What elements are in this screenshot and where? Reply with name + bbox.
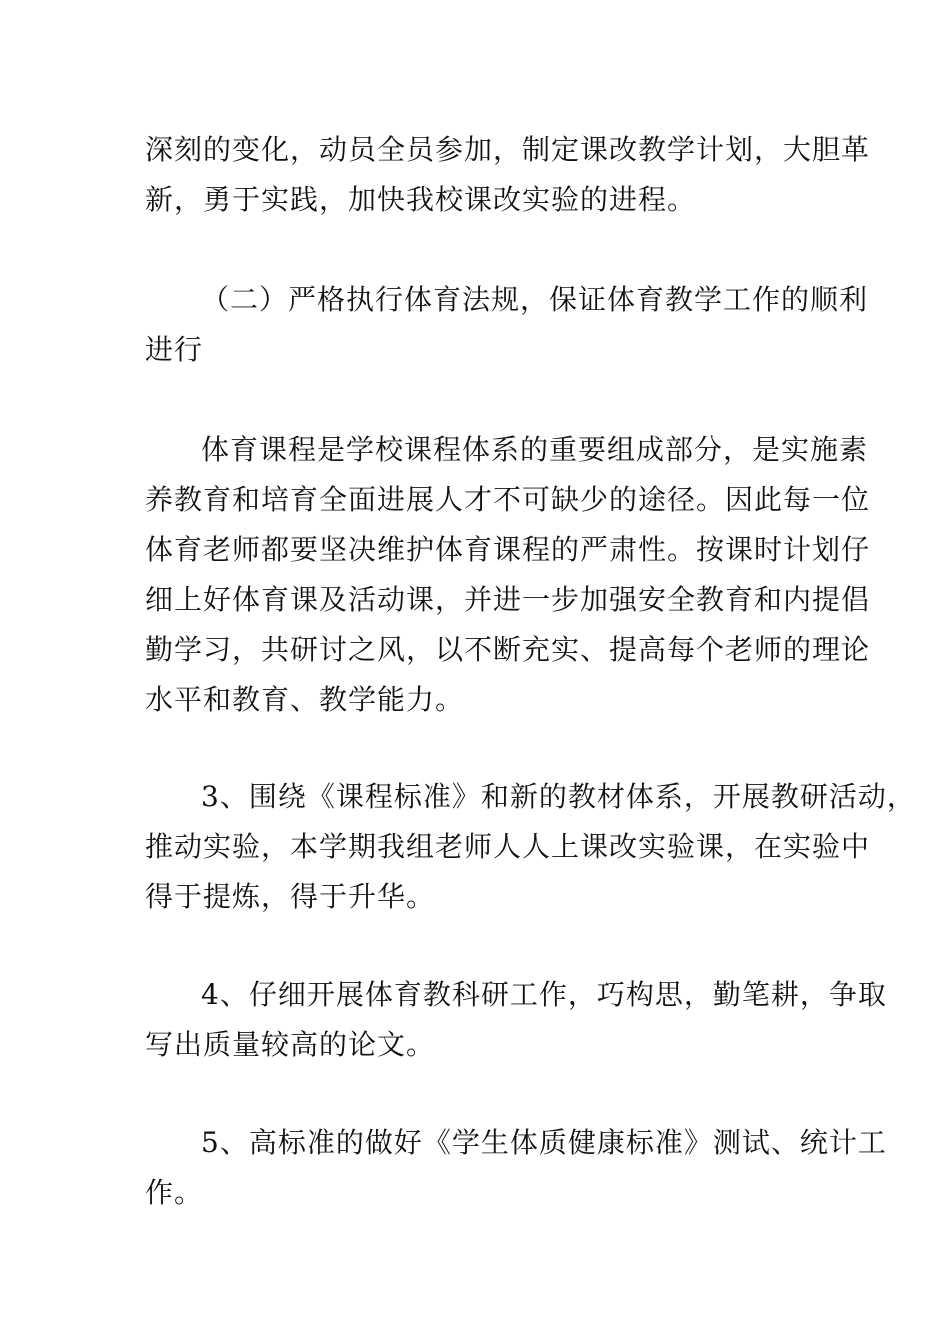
text-line: 进行 [145,333,204,366]
text-line: 细上好体育课及活动课，并进一步加强安全教育和内提倡 [145,583,871,616]
text-line: 作。 [145,1176,204,1209]
list-item-4 [145,970,887,1070]
text-line: 推动实验，本学期我组老师人人上课改实验课，在实验中 [145,830,871,863]
section-heading [145,275,869,375]
text-line: 养教育和培育全面进展人才不可缺少的途径。因此每一位 [145,483,871,516]
text-line: 写出质量较高的论文。 [145,1028,436,1061]
text-line: 勤学习，共研讨之风，以不断充实、提高每个老师的理论 [145,633,871,666]
text-line: 水平和教育、教学能力。 [145,683,465,716]
text-line: 新，勇于实践，加快我校课改实验的进程。 [145,183,697,216]
text-line: 3、围绕《课程标准》和新的教材体系，开展教研活动， [201,780,916,813]
text-line: 深刻的变化，动员全员参加，制定课改教学计划，大胆革 [145,133,871,166]
paragraph-body [145,425,871,725]
list-item-3 [145,772,916,922]
text-line: 5、高标准的做好《学生体质健康标准》测试、统计工 [201,1126,887,1159]
text-line: 4、仔细开展体育教科研工作，巧构思，勤笔耕，争取 [201,978,887,1011]
text-line: （二）严格执行体育法规，保证体育教学工作的顺利 [201,283,869,316]
text-line: 体育老师都要坚决维护体育课程的严肃性。按课时计划仔 [145,533,871,566]
list-item-5 [145,1118,887,1218]
text-line: 得于提炼，得于升华。 [145,880,436,913]
paragraph-continuation [145,125,871,225]
text-line: 体育课程是学校课程体系的重要组成部分，是实施素 [201,433,869,466]
